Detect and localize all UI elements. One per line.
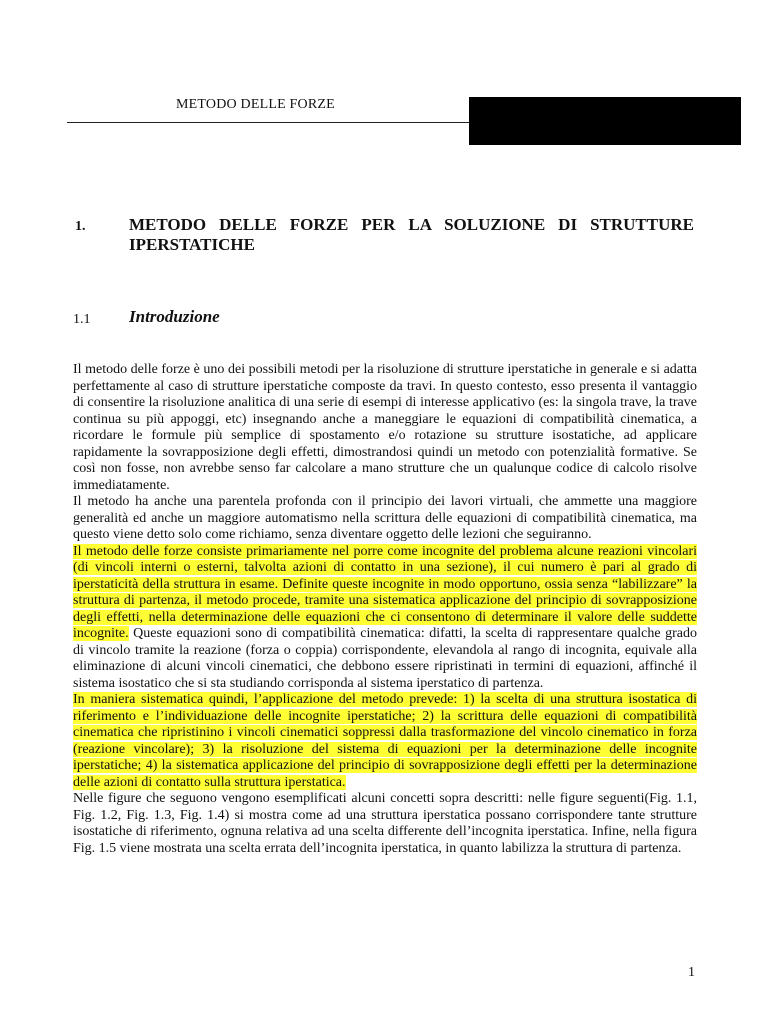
paragraph-3-continuation: Queste equazioni sono di compatibilità cinematica: difatti, la scelta di rappresentare qualche grado di vincolo tramite la reazione (forza o coppia) corrispondente, elevandola al rango di incognita, equivale alla eliminazione di alcuni vincoli cinematici, che debbono essere ripristinati in termini di equazioni, affinché il sistema isostatico che si sta studiando corrisponda al sistema iperstatico di partenza. bbox=[73, 626, 697, 691]
section-number: 1. bbox=[75, 219, 86, 234]
body-text bbox=[73, 362, 697, 857]
paragraph-5: Nelle figure che seguono vengono esemplificati alcuni concetti sopra descritti: nelle figure seguenti(Fig. 1.1, Fig. 1.2, Fig. 1.3, Fig. 1.4) si mostra come ad una struttura iperstatica possano corrispondere tante strutture isostatiche di riferimento, ognuna relativa ad una scelta differente dell’incognita iperstatica. Infine, nella figura Fig. 1.5 viene mostrata una scelta errata dell’incognita iperstatica, in quanto labilizza la struttura di partenza. bbox=[73, 791, 697, 856]
redaction-block bbox=[469, 97, 741, 145]
paragraph-4 bbox=[73, 692, 697, 791]
paragraph-3 bbox=[73, 544, 697, 693]
header-title: METODO DELLE FORZE bbox=[176, 97, 335, 112]
header-rule bbox=[67, 122, 469, 123]
highlighted-text: Il metodo delle forze consiste primariamente nel porre come incognite del problema alcune reazioni vincolari (di vincoli interni o esterni, talvolta azioni di contatto in una sezione), il cui numero è pari al grado di iperstaticità della struttura in esame. Definite queste incognite in modo opportuno, ossia senza “labilizzare” la struttura di partenza, il metodo procede, tramite una sistematica applicazione del principio di sovrapposizione degli effetti, nella determinazione delle equazioni che ci consentono di determinare il valore delle suddette incognite. bbox=[73, 543, 697, 641]
subsection-number: 1.1 bbox=[73, 312, 91, 327]
paragraph-1: Il metodo delle forze è uno dei possibili metodi per la risoluzione di strutture iperstatiche in generale e si adatta perfettamente al caso di strutture iperstatiche composte da travi. In questo contesto, esso presenta il vantaggio di consentire la risoluzione analitica di una serie di esempi di interesse applicativo (es: la singola trave, la trave continua su più appoggi, etc) insegnando anche a maneggiare le equazioni di compatibilità cinematica, a ricordare le formule più semplice di spostamento e/o rotazione su strutture isostatiche, ad applicare rapidamente la sovrapposizione degli effetti, dimostrandosi quindi un metodo con potenzialità formative. Se così non fosse, non avrebbe senso far calcolare a mano strutture che un qualunque codice di calcolo risolve immediatamente. bbox=[73, 362, 697, 493]
page-number: 1 bbox=[688, 965, 695, 980]
subsection-title: Introduzione bbox=[129, 307, 220, 326]
section-title: METODO DELLE FORZE PER LA SOLUZIONE DI STRUTTURE IPERSTATICHE bbox=[129, 215, 694, 254]
highlighted-text: In maniera sistematica quindi, l’applicazione del metodo prevede: 1) la scelta di una struttura isostatica di riferimento e l’individuazione delle incognite iperstatiche; 2) la scrittura delle equazioni di compatibilità cinematica che ripristinino i vincoli cinematici soppressi dalla trasformazione del vincolo cinematico in forza (reazione vincolare); 3) la risoluzione del sistema di equazioni per la determinazione delle incognite iperstatiche; 4) la sistematica applicazione del principio di sovrapposizione degli effetti per la determinazione delle azioni di contatto sulla struttura iperstatica. bbox=[73, 692, 697, 790]
paragraph-2: Il metodo ha anche una parentela profonda con il principio dei lavori virtuali, che ammette una maggiore generalità ed anche un maggiore automatismo nella scrittura delle equazioni di compatibilità cinematica, ma questo viene detto solo come richiamo, senza diventare oggetto delle lezioni che seguiranno. bbox=[73, 494, 697, 542]
